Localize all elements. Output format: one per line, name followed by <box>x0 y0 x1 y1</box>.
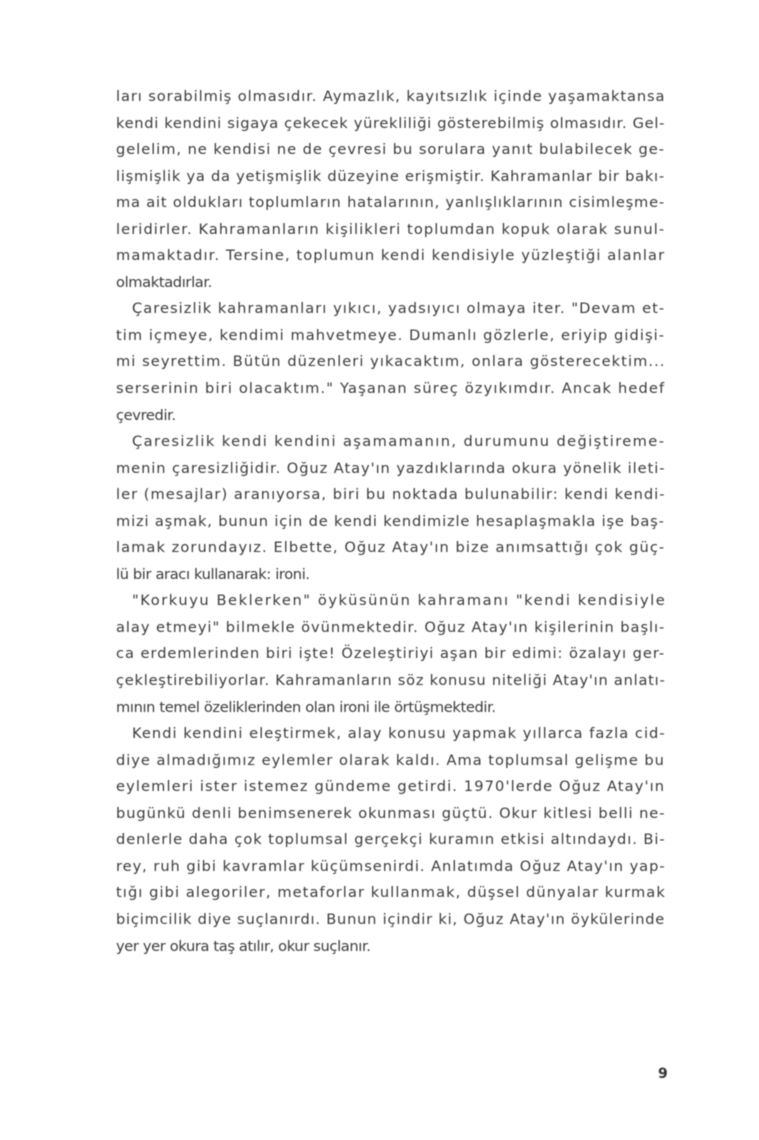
text-line: olmaktadırlar. <box>116 273 212 291</box>
paragraph <box>116 721 664 960</box>
text-line: tığı gibi alegoriler, metaforlar kullanmak, düşsel dünyalar kurmak <box>116 884 666 902</box>
text-line: menin çaresizliğidir. Oğuz Atay'ın yazdıklarında okura yönelik ileti- <box>116 459 666 477</box>
text-line: ler (mesajlar) aranıyorsa, biri bu noktada bulunabilir: kendi kendi- <box>116 486 666 504</box>
text-line: eylemleri ister istemez gündeme getirdi. 1970'lerde Oğuz Atay'ın <box>116 778 666 796</box>
text-line: ları sorabilmiş olmasıdır. Aymazlık, kayıtsızlık içinde yaşamaktansa <box>116 88 666 105</box>
text-line: rey, ruh gibi kavramlar küçümsenirdi. Anlatımda Oğuz Atay'ın yap- <box>116 857 666 875</box>
page-number: 9 <box>658 1066 668 1082</box>
text-line: gelelim, ne kendisi ne de çevresi bu sorulara yanıt bulabilecek ge- <box>116 141 665 159</box>
text-line: mamaktadır. Tersine, toplumun kendi kendisiyle yüzleştiği alanlar <box>116 247 666 265</box>
text-line: bugünkü denli benimsenerek okunması güçtü. Okur kitlesi belli ne- <box>116 804 666 822</box>
paragraph <box>116 588 667 721</box>
text-line: tim içmeye, kendimi mahvetmeye. Dumanlı gözlerle, eriyip gidişi- <box>116 326 666 344</box>
text-line: "Korkuyu Beklerken" öyküsünün kahramanı "kendi kendisiyle <box>132 592 667 610</box>
paragraph <box>116 84 664 296</box>
text-line: Kendi kendini eleştirmek, alay konusu yapmak yıllarca fazla cid- <box>132 725 666 743</box>
text-line: biçimcilik diye suçlanırdı. Bunun içindir ki, Oğuz Atay'ın öykülerinde <box>116 910 666 928</box>
text-line: mizi aşmak, bunun için de kendi kendimizle hesaplaşmakla işe baş- <box>116 512 665 530</box>
text-line: mi seyrettim. Bütün düzenleri yıkacaktım, onlara gösterecektim... <box>116 353 666 371</box>
text-line: çekleştirebiliyorlar. Kahramanların söz konusu niteliği Atay'ın anlatı- <box>116 672 666 690</box>
text-line: Çaresizlik kendi kendini aşamamanın, durumunu değiştireme- <box>132 433 666 451</box>
text-line: denlerle daha çok toplumsal gerçekçi kuramın etkisi altındaydı. Bi- <box>116 831 666 849</box>
text-line: lişmişlik ya da yetişmişlik düzeyine erişmiştir. Kahramanlar bir bakı- <box>116 167 665 185</box>
text-line: lü bir aracı kullanarak: ironi. <box>116 565 310 583</box>
text-line: ca erdemlerinden biri işte! Özeleştiriyi aşan bir edimi: özalayı ger- <box>116 645 666 663</box>
paragraph <box>116 296 664 429</box>
body-text <box>116 84 667 960</box>
text-line: ma ait oldukları toplumların hatalarının, yanlışlıklarının cisimleşme- <box>116 194 665 212</box>
text-line: mının temel özeliklerinden olan ironi ile örtüşmektedir. <box>116 698 496 716</box>
text-line: lamak zorundayız. Elbette, Oğuz Atay'ın bize anımsattığı çok güç- <box>116 539 666 557</box>
paragraph <box>116 429 664 588</box>
text-line: serserinin biri olacaktım." Yaşanan süreç özyıkımdır. Ancak hedef <box>116 380 666 398</box>
text-line: leridirler. Kahramanların kişilikleri toplumdan kopuk olarak sunul- <box>116 220 666 238</box>
text-line: diye almadığımız eylemler olarak kaldı. Ama toplumsal gelişme bu <box>116 751 665 769</box>
text-line: kendi kendini sigaya çekecek yürekliliği gösterebilmiş olmasıdır. Gel- <box>116 114 666 132</box>
text-line: alay etmeyi" bilmekle övünmektedir. Oğuz Atay'ın kişilerinin başlı- <box>116 618 666 636</box>
text-line: Çaresizlik kahramanları yıkıcı, yadsıyıcı olmaya iter. "Devam et- <box>132 300 666 318</box>
text-line: yer yer okura taş atılır, okur suçlanır. <box>116 937 371 955</box>
text-line: çevredir. <box>116 406 176 424</box>
